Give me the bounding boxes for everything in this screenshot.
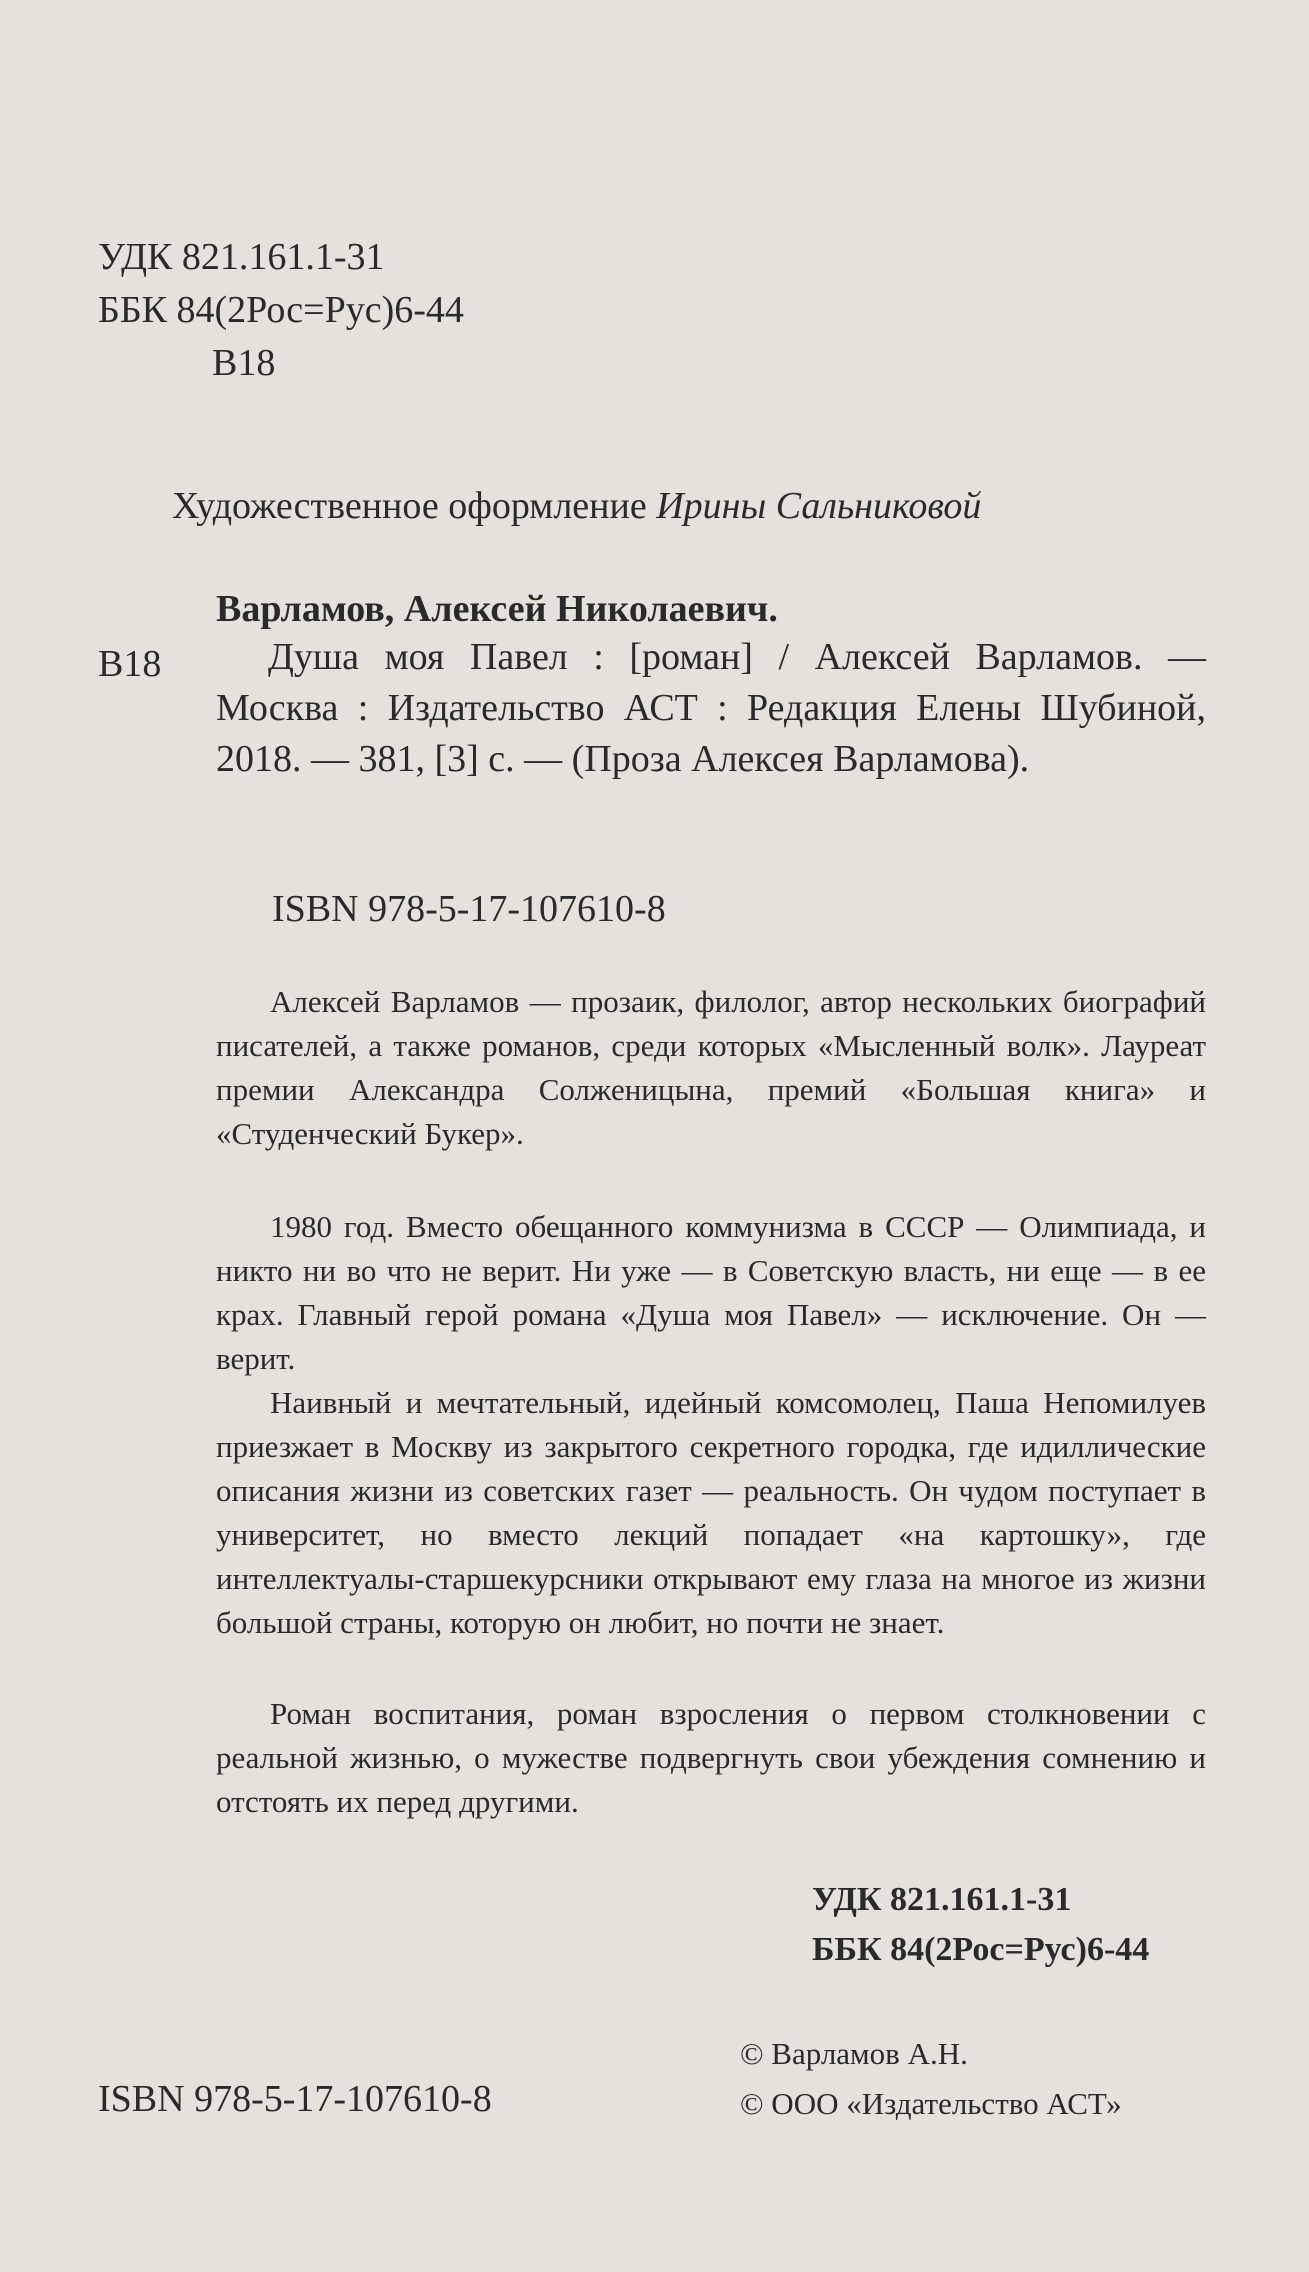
catalog-isbn: ISBN 978-5-17-107610-8 xyxy=(272,888,666,930)
bbk-code: ББК 84(2Рос=Рус)6-44 xyxy=(98,289,464,331)
catalog-author: Варламов, Алексей Николаевич. xyxy=(216,588,778,630)
annotation-paragraph-3: Роман воспитания, роман взросления о первом столкновении с реальной жизнью, о мужестве подвергнуть свои убеждения сомнению и отстоять их перед другими. xyxy=(216,1696,1206,1819)
design-credit xyxy=(172,482,981,530)
copyright-publisher: © ООО «Издательство АСТ» xyxy=(740,2086,1122,2121)
udk-code-bottom: УДК 821.161.1-31 xyxy=(812,1881,1072,1918)
footer-isbn: ISBN 978-5-17-107610-8 xyxy=(98,2078,492,2120)
annotation-author-bio: Алексей Варламов — прозаик, филолог, автор нескольких биографий писателей, а также романов, среди которых «Мысленный волк». Лауреат премии Александра Солженицына, премий «Большая книга» и «Студенческий Букер». xyxy=(216,984,1206,1151)
udk-code: УДК 821.161.1-31 xyxy=(98,236,385,278)
annotation-paragraph-2: Наивный и мечтательный, идейный комсомолец, Паша Непомилуев приезжает в Москву из закрытого секретного городка, где идиллические описания жизни из советских газет — реальность. Он чудом поступает в университет, но вместо лекций попадает «на картошку», где интеллектуалы-старшекурсники открывают ему глаза на многое из жизни большой страны, которую он любит, но почти не знает. xyxy=(216,1385,1206,1640)
bbk-code-bottom: ББК 84(2Рос=Рус)6-44 xyxy=(812,1931,1150,1968)
copyright-author: © Варламов А.Н. xyxy=(740,2036,968,2071)
annotation-paragraph-1: 1980 год. Вместо обещанного коммунизма в СССР — Олимпиада, и никто ни во что не верит. Ни уже — в Советскую власть, ни еще — в ее крах. Главный герой романа «Душа моя Павел» — исключение. Он — верит. xyxy=(216,1209,1206,1376)
catalog-description: Душа моя Павел : [роман] / Алексей Варламов. — Москва : Издательство АСТ : Редакция Елены Шубиной, 2018. — 381, [3] с. — (Проза Алексея Варламова). xyxy=(216,636,1206,780)
design-credit-name: Ирины Сальниковой xyxy=(656,485,982,527)
author-mark: В18 xyxy=(212,342,276,384)
design-credit-prefix: Художественное оформление xyxy=(172,485,647,527)
catalog-mark: В18 xyxy=(98,643,162,685)
